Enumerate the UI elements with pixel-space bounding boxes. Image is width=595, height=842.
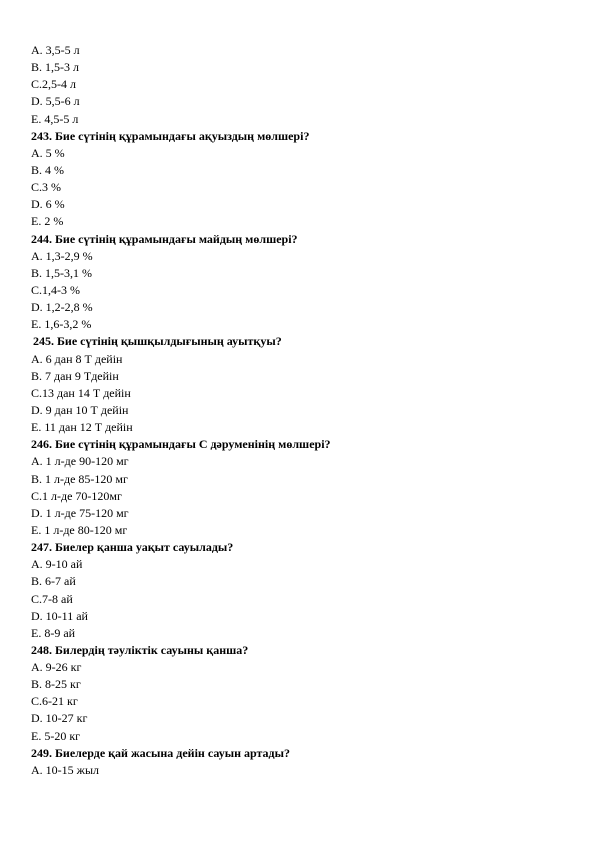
answer-option: D. 1 л-де 75-120 мг xyxy=(31,505,129,520)
question-heading: 245. Бие сүтінің қышқылдығының ауытқуы? xyxy=(33,334,282,349)
answer-option: B. 6-7 ай xyxy=(31,574,76,589)
answer-option: C.1 л-де 70-120мг xyxy=(31,488,122,503)
answer-option: E. 5-20 кг xyxy=(31,728,81,743)
answer-option: A. 9-10 ай xyxy=(31,557,83,572)
answer-option: A. 6 дан 8 Т дейін xyxy=(31,351,123,366)
answer-option: D. 10-27 кг xyxy=(31,711,88,726)
answer-option: E. 11 дан 12 Т дейін xyxy=(31,420,133,435)
question-heading: 247. Биелер қанша уақыт сауылады? xyxy=(31,540,234,555)
answer-option: C.13 дан 14 Т дейін xyxy=(31,385,131,400)
answer-option: C.6-21 кг xyxy=(31,694,78,709)
answer-option: B. 4 % xyxy=(31,162,64,177)
answer-option: E. 1,6-3,2 % xyxy=(31,317,92,332)
answer-option: E. 2 % xyxy=(31,214,64,229)
answer-option: C.7-8 ай xyxy=(31,591,73,606)
answer-option: C.1,4-3 % xyxy=(31,282,80,297)
question-heading: 248. Билердің тәуліктік сауыны қанша? xyxy=(31,642,249,657)
question-heading: 246. Бие сүтінің құрамындағы С дәруменінің мөлшері? xyxy=(31,437,331,452)
answer-option: B. 1 л-де 85-120 мг xyxy=(31,471,128,486)
answer-option: E. 4,5-5 л xyxy=(31,111,79,126)
answer-option: D. 1,2-2,8 % xyxy=(31,300,93,315)
answer-option: B. 1,5-3,1 % xyxy=(31,265,92,280)
answer-option: D. 9 дан 10 Т дейін xyxy=(31,402,129,417)
answer-option: B. 8-25 кг xyxy=(31,677,81,692)
answer-option: A. 1 л-де 90-120 мг xyxy=(31,454,129,469)
answer-option: B. 1,5-3 л xyxy=(31,60,79,75)
question-list xyxy=(31,42,571,779)
answer-option: D. 10-11 ай xyxy=(31,608,88,623)
answer-option: A. 1,3-2,9 % xyxy=(31,248,93,263)
answer-option: B. 7 дан 9 Тдейін xyxy=(31,368,119,383)
answer-option: A. 5 % xyxy=(31,145,65,160)
answer-option: E. 1 л-де 80-120 мг xyxy=(31,522,128,537)
answer-option: D. 6 % xyxy=(31,197,65,212)
question-heading: 243. Бие сүтінің құрамындағы ақуыздың мөлшері? xyxy=(31,128,310,143)
answer-option: C.3 % xyxy=(31,180,61,195)
answer-option: E. 8-9 ай xyxy=(31,625,76,640)
question-heading: 244. Бие сүтінің құрамындағы майдың мөлшері? xyxy=(31,231,298,246)
answer-option: A. 9-26 кг xyxy=(31,660,82,675)
question-heading: 249. Биелерде қай жасына дейін сауын артады? xyxy=(31,745,290,760)
answer-option: A. 10-15 жыл xyxy=(31,762,100,777)
answer-option: A. 3,5-5 л xyxy=(31,43,80,57)
answer-option: C.2,5-4 л xyxy=(31,77,76,92)
answer-option: D. 5,5-6 л xyxy=(31,94,80,109)
